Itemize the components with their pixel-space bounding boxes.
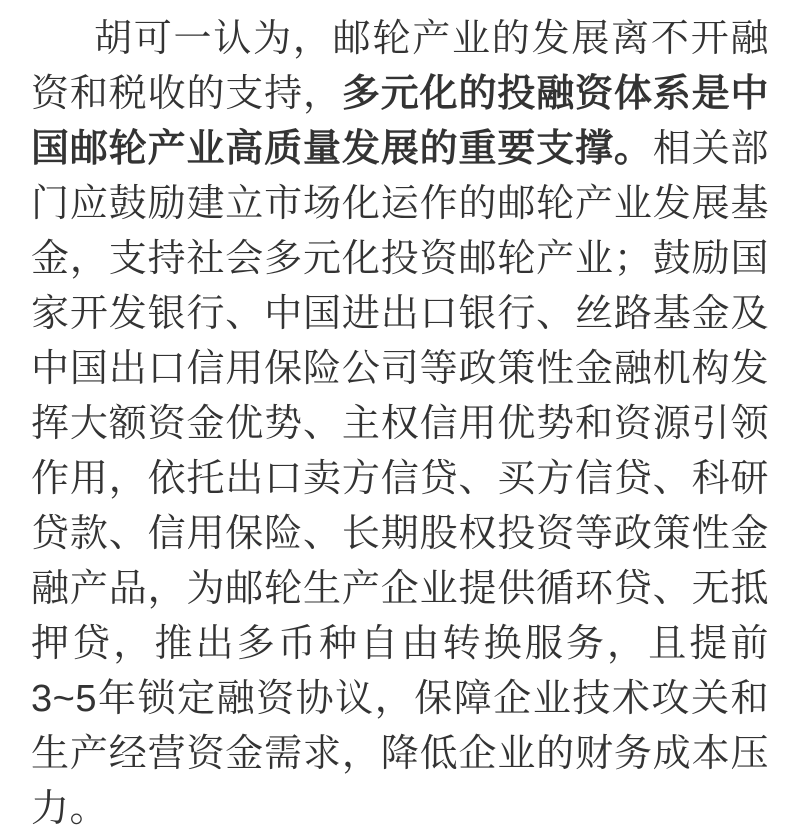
paragraph-emphasis-text: 多元化的投融资体系是中国邮轮产业高质量发展的重要支撑。 — [31, 73, 769, 170]
paragraph-lead-text: 胡可一认为，邮轮产业的发展离不开融资和税收的支持， — [31, 18, 769, 115]
article-paragraph — [31, 12, 769, 837]
paragraph-rest-text: 相关部门应鼓励建立市场化运作的邮轮产业发展基金，支持社会多元化投资邮轮产业；鼓励国家开发银行、中国进出口银行、丝路基金及中国出口信用保险公司等政策性金融机构发挥大额资金优势、主权信用优势和资源引领作用，依托出口卖方信贷、买方信贷、科研贷款、信用保险、长期股权投资等政策性金融产品，为邮轮生产企业提供循环贷、无抵押贷，推出多币种自由转换服务，且提前3~5年锁定融资协议，保障企业技术攻关和生产经营资金需求，降低企业的财务成本压力。 — [31, 128, 769, 830]
